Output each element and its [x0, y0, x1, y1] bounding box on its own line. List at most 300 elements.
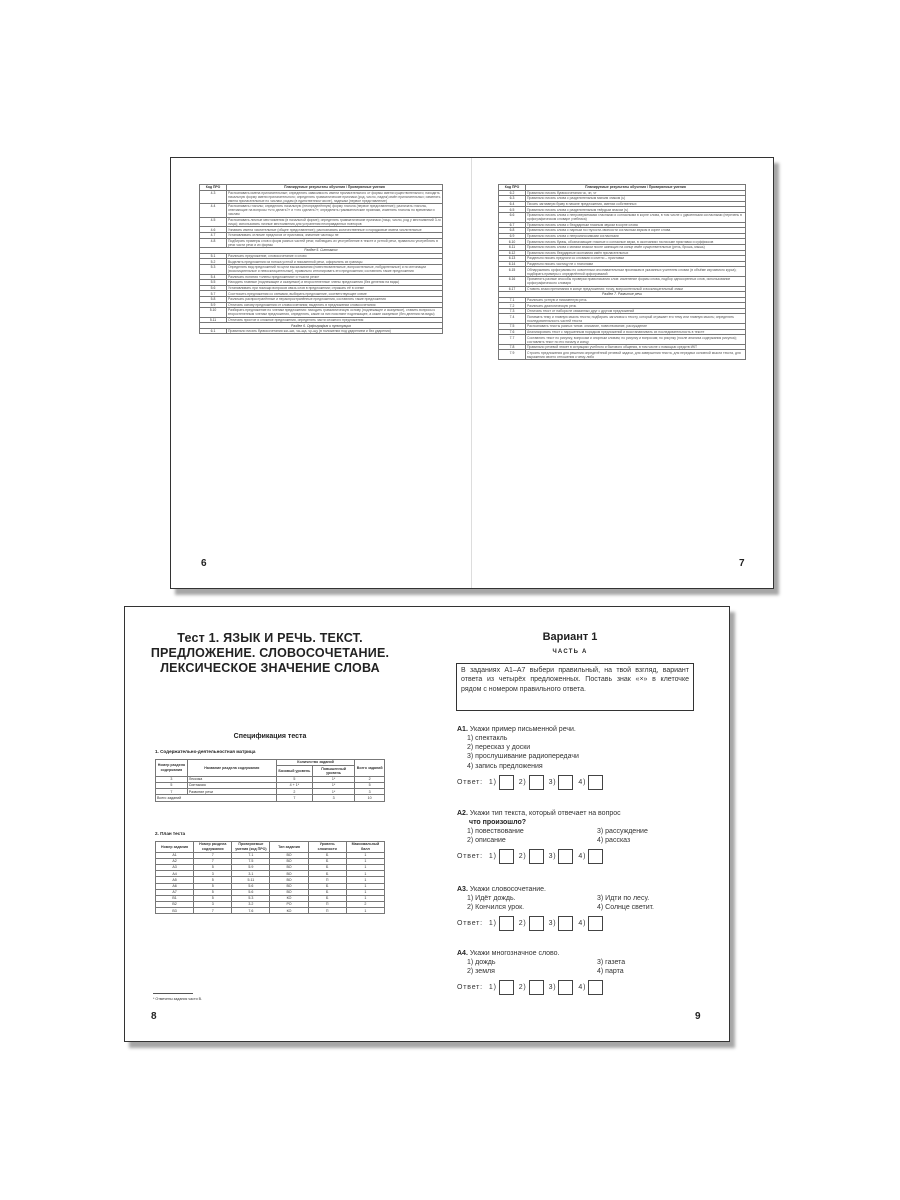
plan-cell: 1	[346, 883, 384, 889]
answer-number: 2)	[518, 920, 527, 928]
spec-row	[200, 204, 443, 218]
pro-description: Анализировать текст с нарушенным порядком предложений и восстанавливать их последовательность в тексте	[526, 329, 746, 335]
section-heading: Раздел 7. Развитие речи	[499, 292, 746, 298]
pro-description: Применять разные способы проверки правописания слов: изменение формы слова, подбор однокоренных слов, использование орфографического словаря	[526, 276, 746, 286]
pro-description: Понимать тему и главную мысль текста; подбирать заголовок к тексту, который отражает его тему или главную мысль; определять последовательность частей текста	[526, 314, 746, 324]
pro-code: 5.3	[200, 264, 227, 274]
question-id: А1.	[457, 726, 468, 733]
plan-cell: 1	[346, 864, 384, 870]
plan-header: Номер задания	[156, 842, 194, 853]
spec-row	[499, 276, 746, 286]
col-header-code: Код ПРО	[200, 185, 227, 191]
pro-code: 7.1	[499, 297, 526, 303]
plan-title: 2. План теста	[155, 831, 186, 836]
col-header-results: Планируемые результаты обучения / Проверяемые умения	[526, 185, 746, 191]
pro-description: Различать диалогическую речь	[526, 303, 746, 309]
plan-cell: Б	[308, 895, 346, 901]
matrix-cell: 4 + 1*	[276, 782, 312, 788]
answer-option[interactable]: 4) Солнце светит.	[597, 904, 654, 912]
part-title: ЧАСТЬ А	[552, 649, 588, 655]
pro-code: 7.8	[499, 344, 526, 350]
test-title-line: Тест 1. ЯЗЫК И РЕЧЬ. ТЕКСТ.	[177, 631, 363, 645]
answer-checkbox[interactable]	[499, 916, 514, 931]
plan-cell: 2	[346, 902, 384, 908]
plan-cell: 5	[194, 895, 232, 901]
pro-code: 7.3	[499, 308, 526, 314]
pro-description: Ставить знаки препинания в конце предложения: точку, вопросительный и восклицательный знаки	[526, 286, 746, 292]
answer-option[interactable]: 4) парта	[597, 968, 624, 976]
plan-cell: 7.1	[232, 852, 270, 858]
pro-code: 6.13	[499, 256, 526, 262]
plan-header: Уровень сложности	[308, 842, 346, 853]
answer-row	[457, 916, 707, 931]
plan-cell: ВО	[270, 877, 308, 883]
pro-description: Находить главные (подлежащее и сказуемое) и второстепенные члены предложения (без деления на виды)	[227, 280, 443, 286]
matrix-cell: 2	[355, 776, 385, 782]
answer-options	[467, 958, 707, 976]
pro-description: Правильно писать слова с мягким знаком после шипящих на конце имён существительных (речь, брошь, мышь)	[526, 244, 746, 250]
pro-description: Правильно речевой этикет в ситуациях учебного и бытового общения, в том числе с помощью средств ИКТ	[526, 344, 746, 350]
matrix-cell: 5	[276, 776, 312, 782]
answer-checkbox[interactable]	[558, 775, 573, 790]
pro-description: Отличать текст от набора не связанных друг с другом предложений	[526, 308, 746, 314]
plan-cell: 7	[194, 858, 232, 864]
pro-description: Различать устную и письменную речь	[526, 297, 746, 303]
plan-cell: Б	[308, 889, 346, 895]
plan-cell: 1	[346, 895, 384, 901]
plan-cell: А3	[156, 864, 194, 870]
pro-code: 6.15	[499, 267, 526, 277]
pro-description: Правильно писать безударные окончания имён прилагательных	[526, 250, 746, 256]
section-heading: Раздел 6. Орфография и пунктуация	[200, 323, 443, 329]
answer-row	[457, 980, 707, 995]
answer-number: 3)	[548, 920, 557, 928]
answer-option[interactable]: 2) описание	[467, 837, 506, 845]
answer-number: 4)	[578, 920, 587, 928]
pro-code: 7.5	[499, 324, 526, 330]
pro-description: Правильно писать слова с непроверяемыми гласными и согласными в корне слова, в том числе с удвоенными согласными (перечень в орфографическом словаре учебника)	[526, 212, 746, 222]
book-spread-bottom	[124, 606, 730, 1042]
plan-cell: Б	[308, 871, 346, 877]
col-header-code: Код ПРО	[499, 185, 526, 191]
page-number: 6	[201, 558, 207, 569]
question-3	[457, 885, 707, 931]
plan-cell: 7.6	[232, 908, 270, 914]
answer-checkbox[interactable]	[499, 775, 514, 790]
page-number: 8	[151, 1011, 157, 1022]
plan-cell: А1	[156, 852, 194, 858]
plan-cell: А6	[156, 883, 194, 889]
spec-row	[200, 308, 443, 318]
plan-cell: 1	[346, 877, 384, 883]
pro-code: 6.16	[499, 276, 526, 286]
pro-description: Раздельно писать предлоги со словами и слитно – приставки	[526, 256, 746, 262]
answer-checkbox[interactable]	[558, 916, 573, 931]
pro-description: Правильно писать слова с разделительным твёрдым знаком (ъ)	[526, 207, 746, 213]
pro-description: Раздельно писать частицу не с глаголами	[526, 261, 746, 267]
plan-cell: 3.1	[232, 871, 270, 877]
answer-option[interactable]: 2) земля	[467, 968, 495, 976]
answer-option[interactable]: 1) спектакль	[467, 735, 508, 742]
plan-cell: ВО	[270, 889, 308, 895]
plan-cell: В1	[156, 895, 194, 901]
page-number: 7	[739, 558, 745, 569]
plan-cell: 3.2	[232, 902, 270, 908]
spec-row	[200, 217, 443, 227]
matrix-total-row	[156, 795, 385, 801]
answer-number: 3)	[548, 853, 557, 861]
matrix-cell: 1*	[312, 789, 354, 795]
pro-description: Распознавать имена прилагательные; определять зависимость имени прилагательного от формы имени существительного; находить начальную форму имени прилагательного; определять грамматические признаки (род, число, падеж) имён прилагательных; изменять имена прилагательные по числам, родам (в единственном числе), падежам (первое представление)	[227, 190, 443, 204]
answer-number: 3)	[548, 778, 557, 786]
answer-number: 1)	[488, 920, 497, 928]
section-heading: Раздел 5. Синтаксис	[200, 248, 443, 254]
pro-code: 6.6	[499, 212, 526, 222]
pro-description: Правильно писать слова с безударным гласным звуком в корне слова	[526, 222, 746, 228]
answer-number: 4)	[578, 984, 587, 992]
matrix-cell: 3	[156, 776, 188, 782]
plan-cell: 5	[194, 889, 232, 895]
answer-options	[467, 734, 707, 771]
plan-cell: КО	[270, 895, 308, 901]
plan-cell: РО	[270, 902, 308, 908]
pro-description: Обнаруживать орфограммы по освоенным опознавательным признакам в указанных учителем словах (в объёме изучаемого курса); подбирать примеры с определённой орфограммой	[526, 267, 746, 277]
plan-cell: П	[308, 877, 346, 883]
test-title-line: ЛЕКСИЧЕСКОЕ ЗНАЧЕНИЕ СЛОВА	[160, 661, 380, 675]
pro-description: Различать предложение, словосочетание и слово	[227, 253, 443, 259]
pro-description: Устанавливать при помощи вопросов связь слов в предложении; отражать её в схеме	[227, 285, 443, 291]
pro-code: 7.4	[499, 314, 526, 324]
pro-code: 6.9	[499, 233, 526, 239]
plan-header: Тип задания	[270, 842, 308, 853]
plan-cell: А5	[156, 877, 194, 883]
plan-cell: 3	[194, 902, 232, 908]
question-emphasis: что произошло?	[469, 819, 527, 826]
spec-row	[200, 328, 443, 334]
pro-code: 4.5	[200, 217, 227, 227]
question-id: А3.	[457, 886, 468, 893]
answer-row	[457, 849, 707, 864]
pro-description: Составлять текст по рисунку, вопросам и опорным словам; по рисунку и вопросам; по рисунку (после анализа содержания рисунка); составлять текст по его началу и концу	[526, 335, 746, 345]
answer-number: 1)	[488, 853, 497, 861]
pro-description: Соотносить предложения со схемами, выбирать предложение, соответствующее схеме	[227, 291, 443, 297]
pro-description: Распознавать личные местоимения (в начальной форме); определять грамматические признаки (лицо, число, род у местоимений 3-го лица); использовать личные местоимения для устранения неоправданных повторов	[228, 218, 441, 227]
pro-code: 6.4	[499, 201, 526, 207]
pro-code: 6.11	[499, 244, 526, 250]
spec-row	[499, 350, 746, 360]
matrix-cell: Развитие речи	[187, 789, 276, 795]
test-title	[145, 631, 395, 676]
plan-cell: 5.6	[232, 889, 270, 895]
question-4	[457, 949, 707, 995]
pro-code: 7.7	[499, 335, 526, 345]
pro-code: 6.12	[499, 250, 526, 256]
pro-description: Строить предложения для решения определённой речевой задачи, для завершения текста, для передачи основной мысли текста, для выражения своего отношения к чему-либо	[526, 350, 746, 360]
footnote-rule	[153, 993, 193, 994]
matrix-cell: 7	[276, 795, 312, 801]
plan-cell: 1	[346, 858, 384, 864]
pro-description: Правильно писать буквосочетания чк, чн, чт	[526, 190, 746, 196]
answer-number: 2)	[518, 853, 527, 861]
plan-cell: В2	[156, 902, 194, 908]
plan-cell: 1	[346, 889, 384, 895]
matrix-cell: Лексика	[187, 776, 276, 782]
plan-cell: В3	[156, 908, 194, 914]
matrix-cell: 1*	[312, 782, 354, 788]
test-title-line: ПРЕДЛОЖЕНИЕ. СЛОВОСОЧЕТАНИЕ.	[150, 646, 390, 660]
pro-code: 6.7	[499, 222, 526, 228]
question-2	[457, 809, 707, 864]
answer-option[interactable]: 2) Кончился урок.	[467, 904, 525, 912]
answer-option[interactable]: 3) Идти по лесу.	[597, 895, 650, 902]
answer-checkbox[interactable]	[529, 916, 544, 931]
plan-cell: 5	[194, 864, 232, 870]
plan-cell: Б	[308, 883, 346, 889]
matrix-cell: 3	[355, 789, 385, 795]
plan-cell: 3	[194, 871, 232, 877]
plan-cell: 1	[346, 852, 384, 858]
answer-option[interactable]: 3) рассуждение	[597, 828, 648, 835]
matrix-cell: 1*	[312, 776, 354, 782]
pro-description: Отличать простое и сложное предложения, определять части сложного предложения	[227, 317, 443, 323]
plan-cell: 5.3	[232, 895, 270, 901]
spec-row	[499, 267, 746, 277]
plan-cell: ВО	[270, 871, 308, 877]
page-6	[171, 158, 471, 588]
answer-option[interactable]: 3) газета	[597, 959, 626, 966]
answer-number: 4)	[578, 853, 587, 861]
matrix-cell: 10	[355, 795, 385, 801]
answer-checkbox[interactable]	[529, 980, 544, 995]
answer-number: 4)	[578, 778, 587, 786]
instruction-box: В заданиях А1–А7 выбери правильный, на твой взгляд, вариант ответа из четырёх предложенных. Поставь знак «×» в клеточке рядом с номером правильного ответа.	[456, 663, 694, 711]
matrix-cell: 5	[156, 782, 188, 788]
answer-number: 1)	[488, 984, 497, 992]
question-text	[457, 885, 707, 894]
pro-description: Определять вид предложений по цели высказывания (повествовательные, вопросительные, побудительные) и по интонации (восклицательные и невосклицательные), правильно интонировать эти предложения; составлять такие предложения	[227, 264, 443, 274]
plan-row	[156, 908, 385, 914]
plan-cell: ВО	[270, 852, 308, 858]
answer-checkbox[interactable]	[499, 849, 514, 864]
plan-cell: ВО	[270, 858, 308, 864]
matrix-cell: Синтаксис	[187, 782, 276, 788]
answer-option[interactable]: 2) пересказ у доски	[467, 744, 531, 752]
question-text	[457, 725, 707, 734]
answer-checkbox[interactable]	[558, 980, 573, 995]
matrix-cell: 7	[156, 789, 188, 795]
matrix-header: Название раздела содержания	[187, 760, 276, 777]
answer-option[interactable]: 4) запись предложения	[467, 762, 543, 770]
plan-cell: А7	[156, 889, 194, 895]
spec-row	[499, 314, 746, 324]
question-id: А4.	[457, 950, 468, 957]
plan-cell: 5	[194, 883, 232, 889]
pro-code: 4.4	[200, 204, 227, 218]
pro-description: Устанавливать отличие предлогов от приставок, значение частицы не	[227, 232, 443, 238]
page-number: 9	[695, 1011, 701, 1022]
spec-row	[200, 264, 443, 274]
pro-code: 6.10	[499, 239, 526, 245]
answer-checkbox[interactable]	[588, 916, 603, 931]
question-prompt: Укажи словосочетание.	[469, 886, 546, 893]
pro-description: Различать распространённые и нераспространённые предложения, составлять такие предложения	[227, 296, 443, 302]
plan-cell: 5.9	[232, 864, 270, 870]
pro-description: Правильно писать слова с разделительным мягким знаком (ь)	[526, 196, 746, 202]
pro-code: 5.7	[200, 291, 227, 297]
plan-cell: 7	[194, 908, 232, 914]
matrix-header: Номер раздела содержания	[156, 760, 188, 777]
plan-cell: 5.11	[232, 877, 270, 883]
plan-cell: 7.5	[232, 858, 270, 864]
plan-header: Номер раздела содержания	[194, 842, 232, 853]
pro-description: Выделять предложения из потока устной и письменной речи, оформлять их границы	[227, 259, 443, 265]
plan-cell: КО	[270, 908, 308, 914]
col-header-results: Планируемые результаты обучения / Проверяемые умения	[227, 185, 443, 191]
variant-title: Вариант 1	[542, 631, 598, 643]
answer-checkbox[interactable]	[529, 849, 544, 864]
pro-code: 5.10	[200, 308, 227, 318]
plan-cell: 1	[346, 871, 384, 877]
answer-option[interactable]: 3) прослушивание радиопередачи	[467, 753, 579, 761]
plan-cell: П	[308, 908, 346, 914]
plan-cell: А2	[156, 858, 194, 864]
answer-options	[467, 827, 707, 845]
plan-cell: А4	[156, 871, 194, 877]
pro-code: 6.1	[200, 328, 227, 334]
footnote: * Отмечены задания части В.	[153, 997, 203, 1001]
matrix-cell: 3	[312, 795, 354, 801]
answer-number: 2)	[518, 984, 527, 992]
pro-description: Распознавать тексты разных типов: описание, повествование, рассуждение	[526, 324, 746, 330]
pro-description: Распознавать глаголы; определять начальную (неопределённую) форму глагола (первое представление); различать глаголы, отвечающие на вопросы «что делать?» и «что сделать?»; определять грамматические признаки, изменять глаголы по временам и числам	[227, 204, 443, 218]
book-spread-top	[170, 157, 774, 589]
answer-checkbox[interactable]	[588, 775, 603, 790]
plan-header: Максимальный балл	[346, 842, 384, 853]
pro-description: Разбирать предложение по членам предложения: находить грамматическую основу (подлежащее и сказуемое), ставить вопросы к второстепенным членам предложения, определять, какие из них поясняют подлежащее, а какие сказуемое (без деления на виды)	[227, 308, 443, 318]
pro-code: 5.4	[200, 274, 227, 280]
answer-number: 1)	[488, 778, 497, 786]
spec-table-left	[199, 184, 443, 334]
spec-row	[200, 238, 443, 248]
plan-cell: 5.6	[232, 883, 270, 889]
answer-checkbox[interactable]	[529, 775, 544, 790]
plan-cell: ВО	[270, 883, 308, 889]
answer-number: 3)	[548, 984, 557, 992]
pro-description: Правильно писать слова с парным по глухости-звонкости согласным звуком в корне слова	[526, 228, 746, 234]
plan-cell: 7	[194, 852, 232, 858]
pro-code: 7.6	[499, 329, 526, 335]
plan-header: Проверяемые умения (код ПРО)	[232, 842, 270, 853]
spec-title: Спецификация теста	[233, 733, 307, 740]
answer-checkbox[interactable]	[499, 980, 514, 995]
answer-number: 2)	[518, 778, 527, 786]
answer-checkbox[interactable]	[588, 849, 603, 864]
answer-option[interactable]: 4) рассказ	[597, 837, 631, 845]
plan-cell: 5	[194, 877, 232, 883]
matrix-title: 1. Содержательно-деятельностная матрица	[155, 749, 256, 754]
pro-code: 6.14	[499, 261, 526, 267]
question-1	[457, 725, 707, 790]
pro-code: 5.11	[200, 317, 227, 323]
answer-label: Ответ:	[457, 778, 483, 786]
pro-code: 5.1	[200, 253, 227, 259]
spec-row	[200, 227, 443, 233]
spec-row	[499, 212, 746, 222]
pro-code: 5.5	[200, 280, 227, 286]
pro-description: Писать заглавную букву в начале предложения, именах собственных	[526, 201, 746, 207]
pro-code: 5.6	[200, 285, 227, 291]
pro-description: Узнавать имена числительные (общее представление); распознавать количественные и порядковые имена числительные	[227, 227, 443, 233]
plan-cell: ВО	[270, 864, 308, 870]
pro-code: 6.8	[499, 228, 526, 234]
plan-cell: Б	[308, 858, 346, 864]
matrix-table	[155, 759, 385, 802]
answer-option[interactable]: 1) повествование	[467, 828, 524, 835]
pro-code: 6.17	[499, 286, 526, 292]
answer-option[interactable]: 1) дождь	[467, 959, 496, 966]
question-text	[457, 809, 707, 827]
answer-label: Ответ:	[457, 984, 483, 992]
answer-checkbox[interactable]	[558, 849, 573, 864]
pro-description: Различать понятия «члены предложения» и «части речи»	[227, 274, 443, 280]
matrix-cell: 5	[355, 782, 385, 788]
plan-cell: Б	[308, 852, 346, 858]
pro-code: 4.8	[200, 238, 227, 248]
matrix-cell: Всего заданий	[156, 795, 277, 801]
matrix-header: Базовый уровень	[276, 766, 312, 777]
question-id: А2.	[457, 810, 468, 817]
page-7	[472, 158, 773, 588]
plan-cell: Б	[308, 864, 346, 870]
matrix-group-header: Количество заданий	[276, 760, 354, 766]
plan-cell: 1	[346, 908, 384, 914]
pro-code: 5.9	[200, 302, 227, 308]
answer-checkbox[interactable]	[588, 980, 603, 995]
pro-description: Правильно писать буквы, обозначающие гласные и согласные звуки, в окончаниях на письме приставок и суффиксов	[526, 239, 746, 245]
pro-code: 4.7	[200, 232, 227, 238]
question-prompt: Укажи пример письменной речи.	[469, 726, 576, 733]
pro-code: 6.3	[499, 196, 526, 202]
pro-code: 7.9	[499, 350, 526, 360]
matrix-cell: 2	[276, 789, 312, 795]
answer-label: Ответ:	[457, 920, 483, 928]
pro-code: 4.6	[200, 227, 227, 233]
answer-row	[457, 775, 707, 790]
answer-options	[467, 894, 707, 912]
answer-label: Ответ:	[457, 853, 483, 861]
question-text	[457, 949, 707, 958]
pro-code: 6.5	[499, 207, 526, 213]
plan-table	[155, 841, 385, 914]
pro-description: Подбирать примеры слов и форм разных частей речи; наблюдать их употребление в тексте и устной речи, правильно употреблять в речи части речи и их формы	[227, 238, 443, 248]
spec-table-right	[498, 184, 746, 360]
spec-row	[499, 335, 746, 345]
question-prompt: Укажи тип текста, который отвечает на вопрос	[469, 810, 621, 817]
question-prompt: Укажи многозначное слово.	[469, 950, 560, 957]
pro-code: 6.2	[499, 190, 526, 196]
pro-code: 5.2	[200, 259, 227, 265]
pro-code: 5.8	[200, 296, 227, 302]
spec-row	[200, 190, 443, 204]
pro-description: Отличать основу предложения от словосочетания; выделять в предложении словосочетания	[227, 302, 443, 308]
answer-option[interactable]: 1) Идёт дождь.	[467, 895, 516, 902]
pro-code: 7.2	[499, 303, 526, 309]
plan-cell: П	[308, 902, 346, 908]
pro-code: 4.3	[200, 190, 227, 204]
spec-row	[499, 239, 746, 245]
pro-description: Правильно писать буквосочетания жи–ши, ча–ща, чу–щу (в положении под ударением и без ударения)	[227, 328, 443, 334]
pro-description: Правильно писать слова с непроизносимыми согласными	[526, 233, 746, 239]
